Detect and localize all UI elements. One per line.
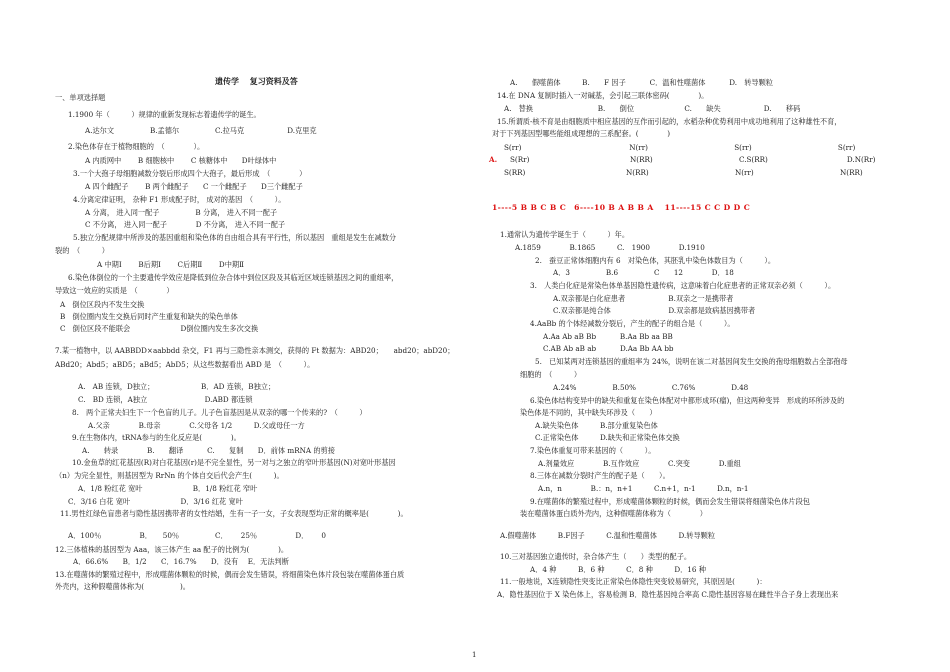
- right-text-line: 装在噬菌体蛋白质外壳内，这种假噬菌体称为（ ）: [520, 509, 707, 518]
- right-text-line: 1.通常认为遗传学诞生于（ ）年。: [500, 230, 630, 239]
- right-text-line: A.24% B.50% C.76% D.48: [553, 383, 749, 392]
- left-text-line: 4.分离定律证明， 杂种 F1 形成配子时， 成对的基因 （ ）。: [73, 195, 286, 204]
- left-text-line: A．66.6% B．1/2 C．16.7% D．没有 E．无法判断: [73, 557, 289, 566]
- left-text-line: A 分离， 进入同一配子 B 分离， 进入不同一配子: [85, 208, 278, 217]
- left-text-line: 一、单项选择题: [55, 93, 106, 102]
- left-text-line: A.达尔文 B.孟德尔 C.拉马克 D.克里克: [85, 126, 317, 135]
- left-text-line: 8. 两个正常夫妇生下一个色盲的儿子。儿子色盲基因是从双亲的哪一个传来的? （ ）: [72, 408, 367, 417]
- left-text-line: A. 转录 B. 翻译 C. 复制 D．前体 mRNA 的剪接: [82, 446, 335, 455]
- left-text-line: 10.金鱼草的红花基因(R)对白花基因(r)是不完全显性，另一对与之独立的窄叶形基因(N)对宽叶形基因: [72, 458, 396, 467]
- right-text-line: 15.所谓质-核不育是由细胞质中相应基因的互作而引起的，水稻杂种优势利用中成功地利用了这种雄性不育，: [497, 117, 842, 126]
- right-text-line: A.n，n B.：n，n+1 C.n+1，n-1 D.n，n-1: [538, 484, 749, 493]
- answer-mark: A.: [489, 155, 498, 164]
- right-text-line: 14.在 DNA 复制时插入一对碱基，会引起三联体密码( )。: [497, 91, 709, 100]
- right-text-line: S(rr) N(rr) S(rr) S(rr): [504, 143, 856, 152]
- right-text-line: 10.三对基因独立遗传时，杂合体产生（ ）类型的配子。: [500, 552, 692, 561]
- right-text-line: S(RR) N(RR) N(rr) N(RR): [504, 168, 863, 177]
- right-text-line: C.正常染色体 D.缺失和正常染色体交换: [535, 433, 680, 442]
- left-text-line: 13.在噬菌体的繁殖过程中，形成噬菌体颗粒的时候，偶而会发生错误，将细菌染色体片段包装在噬菌体蛋白质: [55, 570, 405, 579]
- right-text-line: C.双亲都是纯合体 D.双亲都是致病基因携带者: [553, 306, 756, 315]
- right-text-line: 9.在噬菌体的繁殖过程中，形成噬菌体颗粒的时候，偶而会发生错误将细菌染色体片段包: [530, 497, 810, 506]
- left-text-line: ABd20；Abd5；aBD5；aBd5；AbD5；从这些数据看出 ABD 是 （ ）。: [55, 360, 315, 369]
- right-text-line: A.Aa Ab aB Bb B.Aa Bb aa BB: [543, 332, 673, 341]
- right-text-line: C.AB Ab aB ab D.Aa Bb AA bb: [543, 344, 674, 353]
- right-text-line: 4.AaBb 的个体经减数分裂后，产生的配子的组合是（ ）。: [530, 319, 735, 328]
- right-text-line: A.缺失染色体 B.部分重复染色体: [535, 421, 658, 430]
- right-text-line: A．4 种 B．6 种 C．8 种 D．16 种: [530, 565, 706, 574]
- right-text-line: 6.染色体结构变异中的缺失和重复在染色体配对中都形成环(瘤)，但这两种变异 形成的环所涉及的: [530, 396, 845, 405]
- right-text-line: A.剂量效应 B.互作效应 C.突变 D.重组: [538, 459, 741, 468]
- left-text-line: A．1/8 粉红花 宽叶 B．1/8 粉红花 窄叶: [78, 484, 258, 493]
- right-text-line: 2. 蚕豆正常体细胞内有 6 对染色体，其胚乳中染色体数目为（ ）。: [535, 256, 776, 265]
- right-text-line: A. 假噬菌体 B. F 因子 C．温和性噬菌体 D. 转导颗粒: [510, 78, 773, 87]
- left-text-line: A 四个雌配子 B 两个雌配子 C 一个雌配子 D三个雌配子: [85, 182, 303, 191]
- right-text-line: A．3 B.6 C 12 D．18: [553, 268, 734, 277]
- right-text-line: 3. 人类白化症是常染色体单基因隐性遗传病，这意味着白化症患者的正常双亲必须（ ）。: [530, 281, 836, 290]
- left-text-line: A. AB 连锁，D独立； B．AD 连锁，B独立；: [78, 382, 276, 391]
- right-text-line: 11.一般地说，X连锁隐性突变比正常染色体隐性突变较易研究，其原因是( )：: [500, 577, 767, 586]
- right-text-line: 细胞的 （ ）: [520, 370, 582, 379]
- left-text-line: 11.男性红绿色盲患者与隐性基因携带者的女性结婚，生有一子一女，子女表现型均正常的概率是( )。: [60, 509, 408, 518]
- left-text-line: 裂的 （ ）: [55, 246, 109, 255]
- left-text-line: 导致这一效应的实质是 （ ）: [55, 286, 174, 295]
- right-text-line: 1----5 B B C B C 6----10 B A B B A 11----15 C C D D C: [492, 203, 751, 212]
- right-text-line: 对于下列基因型哪些能组成理想的三系配套。( ): [492, 129, 671, 138]
- left-text-line: C 不分离， 进入同一配子 D 不分离， 进入不同一配子: [85, 220, 286, 229]
- left-text-line: 5.独立分配规律中所涉及的基因重组和染色体的自由组合具有平行性，所以基因 重组是发生在减数分: [73, 233, 397, 242]
- left-text-line: A．100％ B． 50％ C． 25％ D． 0: [68, 531, 326, 540]
- left-text-line: 6.染色体倒位的一个主要遗传学效应是降低到位杂合体中到位区段及其临近区域连锁基因之间的重组率，: [68, 273, 399, 282]
- left-text-line: 遗传学 复习资料及答: [215, 76, 298, 86]
- right-text-line: A．隐性基因位于 X 染色体上，容易检测 B．隐性基因纯合率高 C.隐性基因容易在雌性半合子身上表现出来: [497, 590, 839, 599]
- left-text-line: A.父亲 B.母亲 C.父母各 1/2 D.父或母任一方: [88, 421, 305, 430]
- right-text-line: A.1859 B.1865 C. 1900 D.1910: [515, 243, 705, 252]
- right-text-line: 7.染色体重复可带来基因的（ ）。: [530, 446, 656, 455]
- right-text-line: A.双亲都是白化症患者 B.双亲之一是携带者: [553, 294, 734, 303]
- left-text-line: A 倒位区段内不发生交换: [60, 300, 145, 309]
- left-text-line: C．3/16 白花 宽叶 D．3/16 红花 宽叶: [68, 497, 243, 506]
- left-text-line: 7.某一植物中，以 AABBDD×aabbdd 杂交，F1 再与三隐性亲本测交，获得的 Ft 数据为：ABD20； abd20；abD20；: [55, 346, 455, 355]
- left-text-line: C. BD 连锁，A独立 D.ABD 都连锁: [78, 395, 253, 404]
- right-text-line: S(Rr) N(RR) C.S(RR) D.N(Rr): [510, 155, 876, 164]
- left-text-line: 2.染色体存在于植物细胞的 （ ）。: [68, 142, 205, 151]
- left-text-line: A 中期Ⅰ B后期Ⅰ C后期Ⅱ D中期Ⅱ: [97, 260, 244, 269]
- right-text-line: 染色体是不同的，其中缺失环涉及（ ）: [520, 408, 657, 417]
- left-text-line: 12.三体植株的基因型为 Aaa，该三体产生 aa 配子的比例为( )。: [55, 545, 289, 554]
- left-text-line: C 倒位区段不能联会 D倒位圈内发生多次交换: [60, 324, 259, 333]
- page-number: 1: [472, 651, 477, 659]
- left-text-line: B 倒位圈内发生交换后同时产生重复和缺失的染色单体: [60, 312, 238, 321]
- left-text-line: （n）为完全显性，则基因型为 RrNn 的个体自交后代会产生( )。: [55, 471, 284, 480]
- left-text-line: 9.在生物体内，tRNA参与的生化反应是( )。: [72, 433, 241, 442]
- right-text-line: 8.三体在减数分裂时产生的配子是（ ）。: [530, 471, 670, 480]
- left-text-line: 1.1900 年（ ）规律的重新发现标志着遗传学的诞生。: [68, 110, 261, 119]
- right-text-line: 5. 已知某两对连锁基因的重组率为 24%，说明在该二对基因间发生交换的孢母细胞数占全部孢母: [535, 357, 848, 366]
- right-text-line: A.假噬菌体 B.F因子 C.温和性噬菌体 D.转导颗粒: [500, 531, 716, 540]
- right-text-line: A. 替换 B. 倒位 C. 缺失 D. 移码: [504, 104, 801, 113]
- left-text-line: 外壳内，这种假噬菌体称为( )。: [55, 582, 190, 591]
- left-text-line: A 内质网中 B 细胞核中 C 核糖体中 D叶绿体中: [85, 156, 277, 165]
- left-text-line: 3.一个大孢子母细胞减数分裂后形成四个大孢子，最后形成 （ ）: [73, 169, 307, 178]
